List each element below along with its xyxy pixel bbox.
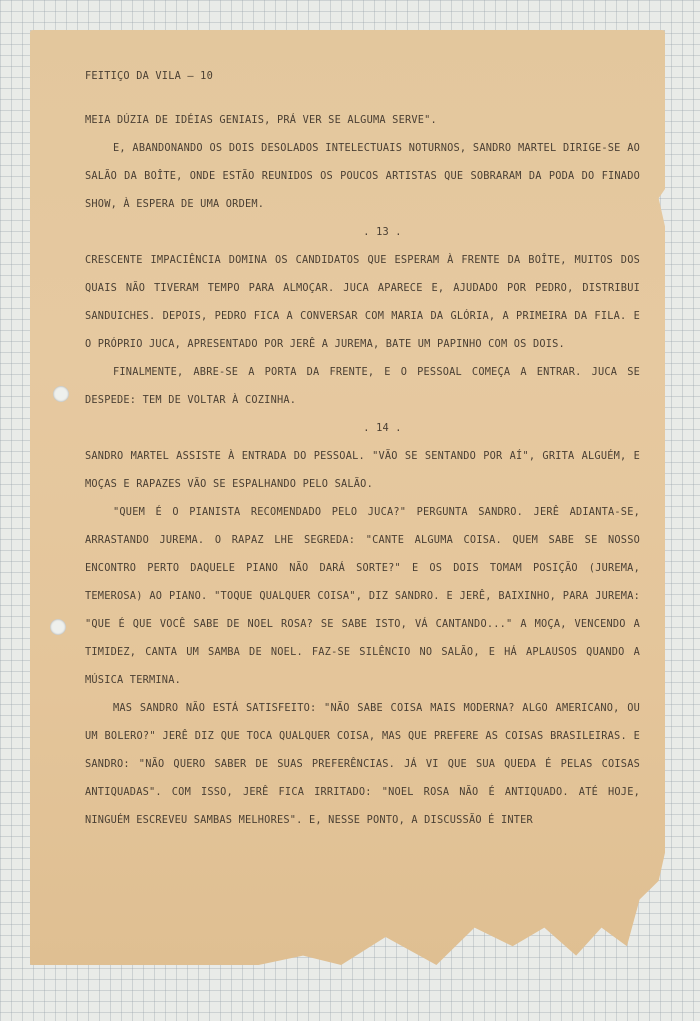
paragraph: SANDRO MARTEL ASSISTE À ENTRADA DO PESSOAL. "VÃO SE SENTANDO POR AÍ", GRITA ALGUÉM, E MOÇAS E RAPAZES VÃO SE ESPALHANDO PELO SALÃO.	[85, 450, 640, 490]
paragraph: "QUEM É O PIANISTA RECOMENDADO PELO JUCA?" PERGUNTA SANDRO. JERÊ ADIANTA-SE, ARRASTANDO JUREMA. O RAPAZ LHE SEGREDA: "CANTE ALGUMA COISA. QUEM SABE SE NOSSO ENCONTRO PERTO DAQUELE PIANO NÃO DARÁ SORTE?" E OS DOIS TOMAM POSIÇÃO (JUREMA, TEMEROSA) AO PIANO. "TOQUE QUALQUER COISA", DIZ SANDRO. E JERÊ, BAIXINHO, PARA JUREMA: "QUE É QUE VOCÊ SABE DE NOEL ROSA? SE SABE ISTO, VÁ CANTANDO..." A MOÇA, VENCENDO A TIMIDEZ, CANTA UM SAMBA DE NOEL. FAZ-SE SILÊNCIO NO SALÃO, E HÁ APLAUSOS QUANDO A MÚSICA TERMINA.	[85, 506, 640, 686]
paragraph: CRESCENTE IMPACIÊNCIA DOMINA OS CANDIDATOS QUE ESPERAM À FRENTE DA BOÎTE, MUITOS DOS QUAIS NÃO TIVERAM TEMPO PARA ALMOÇAR. JUCA APARECE E, AJUDADO POR PEDRO, DISTRIBUI SANDUICHES. DEPOIS, PEDRO FICA A CONVERSAR COM MARIA DA GLÓRIA, A PRIMEIRA DA FILA. E O PRÓPRIO JUCA, APRESENTADO POR JERÊ A JUREMA, BATE UM PAPINHO COM OS DOIS.	[85, 254, 640, 350]
paragraph: FINALMENTE, ABRE-SE A PORTA DA FRENTE, E O PESSOAL COMEÇA A ENTRAR. JUCA SE DESPEDE: TEM DE VOLTAR À COZINHA.	[85, 366, 640, 406]
page-text	[85, 62, 640, 834]
paragraph: MAS SANDRO NÃO ESTÁ SATISFEITO: "NÃO SABE COISA MAIS MODERNA? ALGO AMERICANO, OU UM BOLERO?" JERÊ DIZ QUE TOCA QUALQUER COISA, MAS QUE PREFERE AS COISAS BRASILEIRAS. E SANDRO: "NÃO QUERO SABER DE SUAS PREFERÊNCIAS. JÁ VI QUE SUA QUEDA É PELAS COISAS ANTIQUADAS". COM ISSO, JERÊ FICA IRRITADO: "NOEL ROSA NÃO É ANTIQUADO. ATÉ HOJE, NINGUÉM ESCREVEU SAMBAS MELHORES". E, NESSE PONTO, A DISCUSSÃO É INTER	[85, 702, 640, 826]
paragraph: MEIA DÚZIA DE IDÉIAS GENIAIS, PRÁ VER SE ALGUMA SERVE".	[85, 114, 437, 126]
scene-number: . 14 .	[363, 422, 402, 434]
punch-hole-bottom	[50, 619, 66, 635]
punch-hole-top	[53, 386, 69, 402]
paragraph: E, ABANDONANDO OS DOIS DESOLADOS INTELECTUAIS NOTURNOS, SANDRO MARTEL DIRIGE-SE AO SALÃO DA BOÎTE, ONDE ESTÃO REUNIDOS OS POUCOS ARTISTAS QUE SOBRARAM DA PODA DO FINADO SHOW, À ESPERA DE UMA ORDEM.	[85, 142, 640, 210]
scene-number: . 13 .	[363, 226, 402, 238]
text-blocks	[85, 106, 640, 834]
page-header: FEITIÇO DA VILA – 10	[85, 70, 213, 82]
